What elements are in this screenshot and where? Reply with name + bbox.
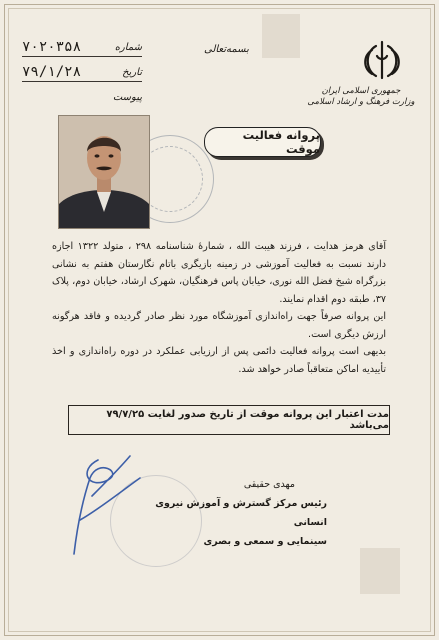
paper-smudge <box>360 548 400 594</box>
reference-block <box>22 34 142 108</box>
body-paragraph-2: این پروانه صرفاً جهت راه‌اندازی آموزشگاه مورد نظر صادر گردیده و فاقد هرگونه ارزش دیگری است. <box>52 311 386 340</box>
signer-title-1: رئیس مرکز گسترش و آموزش نیروی انسانی <box>155 498 327 528</box>
holder-photo <box>58 115 150 229</box>
iran-emblem-icon <box>359 38 405 84</box>
ministry-name <box>301 86 421 109</box>
attachment-row <box>22 84 142 106</box>
permit-body <box>52 238 386 378</box>
signer-name: مهدی حقیقی <box>243 479 295 490</box>
body-paragraph-1: آقای هرمز هدایت ، فرزند هیبت الله ، شمارهٔ شناسنامه ۲۹۸ ، متولد ۱۳۲۲ اجازه دارند نسبت به فعالیت آموزشی در زمینه بازیگری باتام نگارستان هفتم به نشانی بزرگراه شیخ فضل الله نوری، خیابان پاس فرهنگیان، شهرک ارشاد، خیابان دوم، پلاک ۳۷، طبقه دوم اقدام نمایند. <box>52 241 386 305</box>
number-value: ۷۰۲۰۳۵۸ <box>22 39 82 55</box>
date-value: ۷۹/۱/۲۸ <box>22 64 82 80</box>
validity-statement: مدت اعتبار این پروانه موقت از تاریخ صدور لغایت ۷۹/۷/۲۵ می‌باشد <box>68 405 390 435</box>
date-label: تاریخ <box>122 67 142 78</box>
number-row <box>22 34 142 57</box>
number-label: شماره <box>114 42 142 53</box>
signer-title-2: سینمایی و سمعی و بصری <box>203 536 327 547</box>
body-paragraph-3: بدیهی است پروانه فعالیت دائمی پس از ارزیابی عملکرد در دوره راه‌اندازی و اخذ تأییدیه اماکن متعاقباً صادر خواهد شد. <box>52 346 386 375</box>
attachment-label: پیوست <box>112 92 142 103</box>
date-row <box>22 59 142 82</box>
ministry-line-2: وزارت فرهنگ و ارشاد اسلامی <box>307 97 415 108</box>
signer-block <box>127 475 327 551</box>
ministry-line-1: جمهوری اسلامی ایران <box>321 86 401 96</box>
basmala: بسمه‌تعالی <box>204 44 249 55</box>
paper-smudge <box>262 14 300 58</box>
document-title: پروانه فعالیت موقت <box>204 127 321 157</box>
